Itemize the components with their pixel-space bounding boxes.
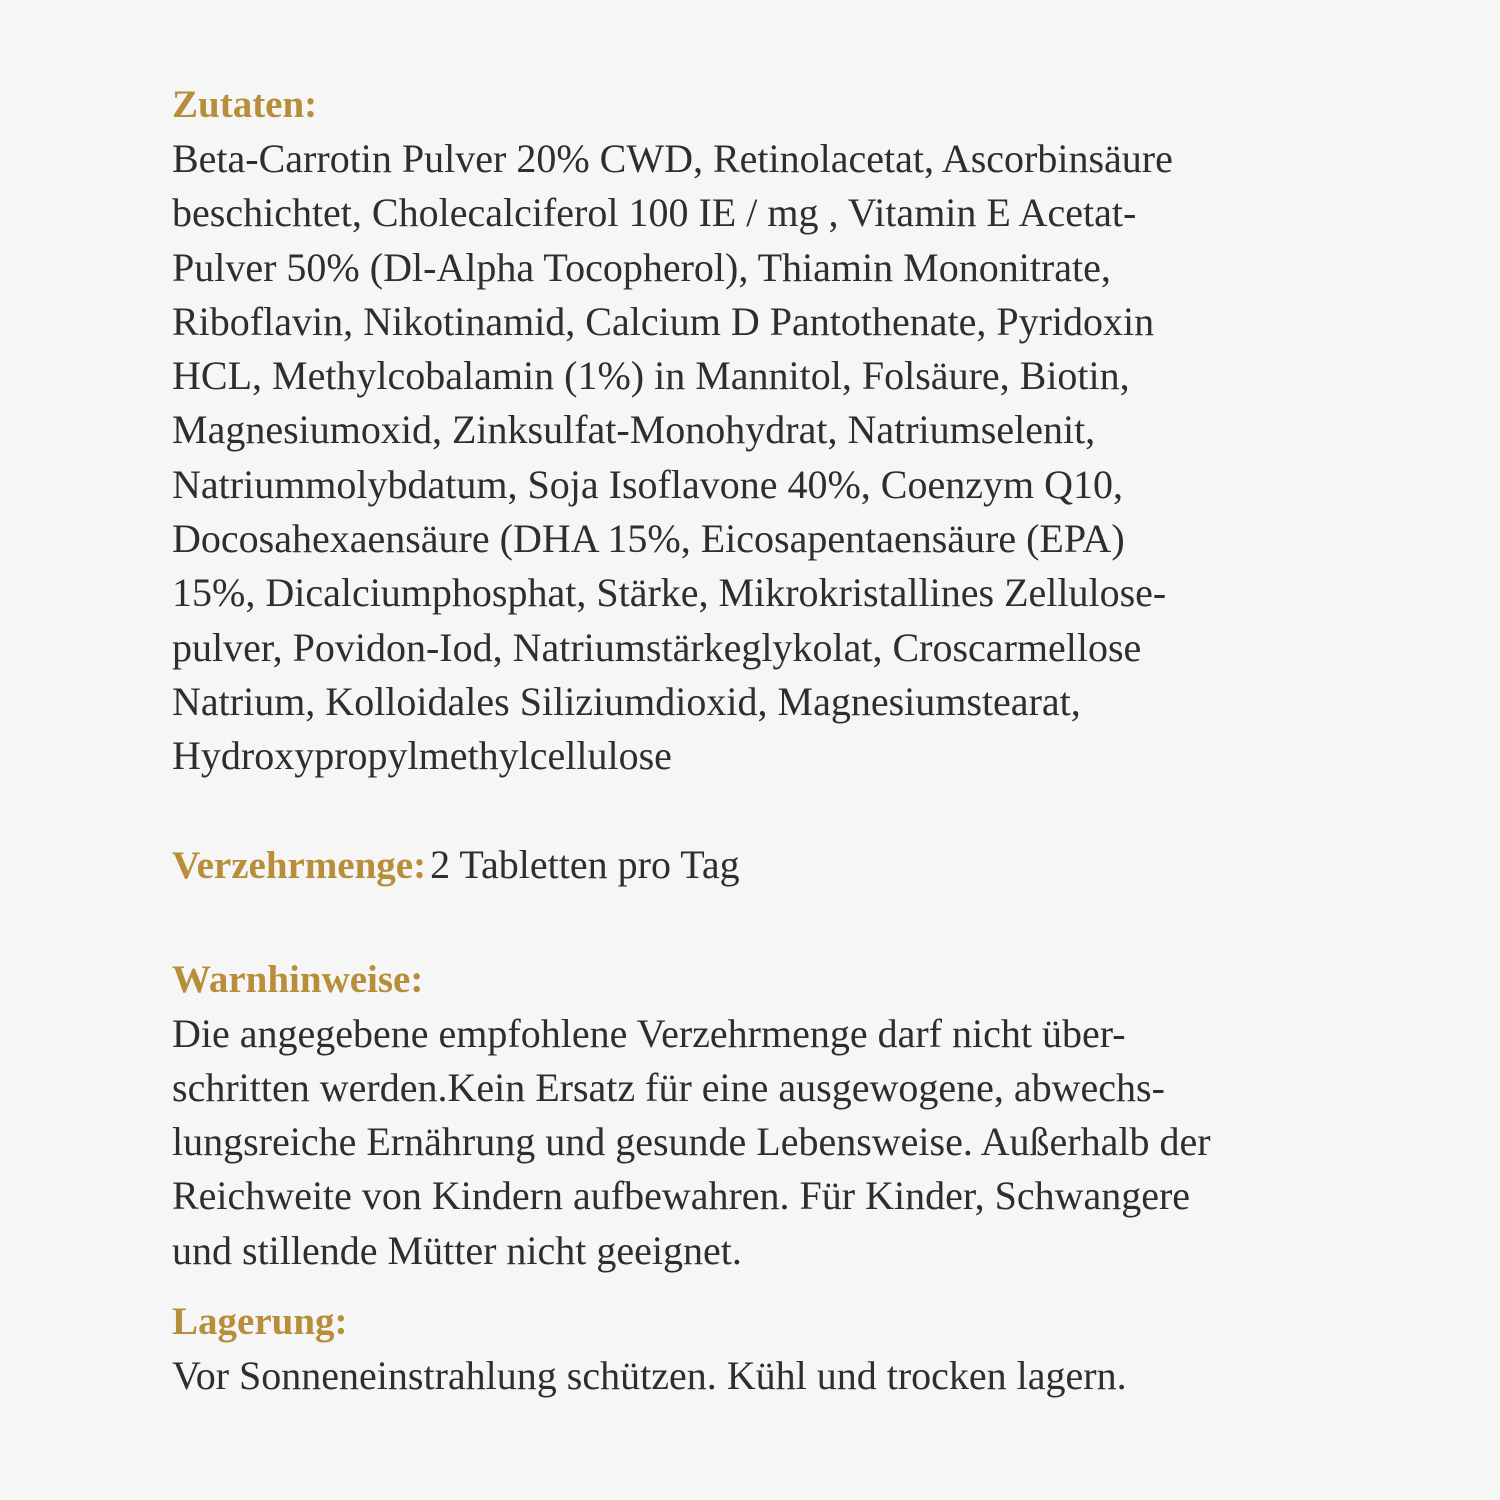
ingredients-line: Hydroxypropylmethylcellulose (172, 733, 672, 779)
storage-line: Vor Sonneneinstrahlung schützen. Kühl und trocken lagern. (172, 1353, 1127, 1399)
ingredients-heading: Zutaten: (172, 83, 318, 126)
dosage-value: 2 Tabletten pro Tag (430, 841, 740, 887)
ingredients-line: HCL, Methylcobalamin (1%) in Mannitol, Folsäure, Biotin, (172, 353, 1130, 399)
warnings-heading: Warnhinweise: (172, 957, 424, 1001)
ingredients-section (172, 78, 1372, 784)
ingredients-line: pulver, Povidon-Iod, Natriumstärkeglykolat, Croscarmellose (172, 624, 1142, 670)
label-document (172, 78, 1372, 1403)
ingredients-line: Magnesiumoxid, Zinksulfat-Monohydrat, Natriumselenit, (172, 407, 1096, 453)
dosage-section (172, 838, 1372, 901)
storage-section (172, 1295, 1372, 1403)
ingredients-line: Natriummolybdatum, Soja Isoflavone 40%, Coenzym Q10, (172, 461, 1123, 507)
ingredients-line: Beta-Carrotin Pulver 20% CWD, Retinolacetat, Ascorbinsäure (172, 136, 1173, 181)
ingredients-line: Natrium, Kolloidales Siliziumdioxid, Magnesiumstearat, (172, 678, 1081, 724)
dosage-heading: Verzehrmenge: (172, 843, 427, 887)
warnings-line: Reichweite von Kindern aufbewahren. Für Kinder, Schwangere (172, 1173, 1191, 1219)
warnings-line: lungsreiche Ernährung und gesunde Lebensweise. Außerhalb der (172, 1119, 1211, 1165)
storage-heading: Lagerung: (172, 1300, 348, 1344)
ingredients-line: beschichtet, Cholecalciferol 100 IE / mg , Vitamin E Acetat- (172, 190, 1137, 236)
warnings-line: schritten werden.Kein Ersatz für eine ausgewogene, abwechs- (172, 1064, 1165, 1110)
ingredients-line: 15%, Dicalciumphosphat, Stärke, Mikrokristallines Zellulose- (172, 570, 1167, 616)
warnings-line: und stillende Mütter nicht geeignet. (172, 1227, 742, 1273)
dosage-line (172, 838, 1372, 901)
warnings-section (172, 953, 1372, 1278)
ingredients-line: Docosahexaensäure (DHA 15%, Eicosapentaensäure (EPA) (172, 516, 1125, 562)
ingredients-line: Pulver 50% (Dl-Alpha Tocopherol), Thiamin Mononitrate, (172, 244, 1111, 290)
warnings-line: Die angegebene empfohlene Verzehrmenge darf nicht über- (172, 1010, 1126, 1056)
ingredients-line: Riboflavin, Nikotinamid, Calcium D Pantothenate, Pyridoxin (172, 298, 1155, 344)
